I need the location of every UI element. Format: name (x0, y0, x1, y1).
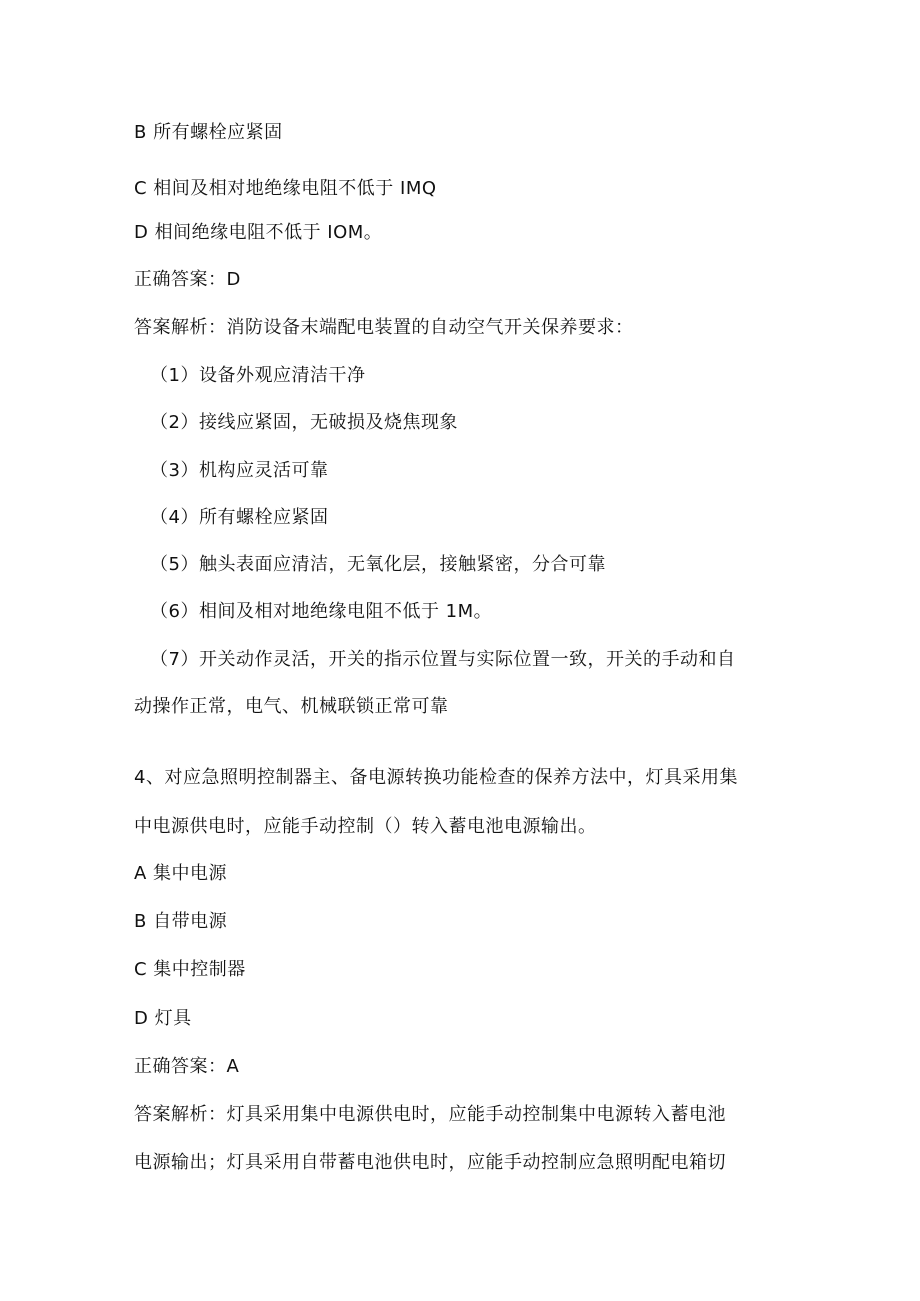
analysis-item: （2）接线应紧固，无破损及烧焦现象 (150, 412, 458, 433)
answer-analysis-continued: 电源输出；灯具采用自带蓄电池供电时，应能手动控制应急照明配电箱切 (134, 1152, 726, 1173)
answer-analysis: 答案解析：消防设备末端配电装置的自动空气开关保养要求： (134, 317, 634, 338)
correct-answer: 正确答案：A (134, 1056, 240, 1077)
option-d: D 灯具 (134, 1008, 192, 1029)
question-stem: 4、对应急照明控制器主、备电源转换功能检查的保养方法中，灯具采用集 (134, 767, 738, 788)
answer-analysis: 答案解析：灯具采用集中电源供电时，应能手动控制集中电源转入蓄电池 (134, 1104, 726, 1125)
correct-answer: 正确答案：D (134, 269, 241, 290)
analysis-item: （1）设备外观应清洁干净 (150, 365, 366, 386)
option-b: B 自带电源 (134, 911, 228, 932)
question-stem-continued: 中电源供电时，应能手动控制（）转入蓄电池电源输出。 (134, 816, 597, 837)
option-d: D 相间绝缘电阻不低于 IOM。 (134, 222, 383, 243)
analysis-item: （7）开关动作灵活，开关的指示位置与实际位置一致，开关的手动和自 (150, 649, 736, 670)
option-c: C 集中控制器 (134, 959, 246, 980)
analysis-item-continued: 动操作正常，电气、机械联锁正常可靠 (134, 696, 449, 717)
analysis-item: （5）触头表面应清洁，无氧化层，接触紧密，分合可靠 (150, 554, 606, 575)
option-b: B 所有螺栓应紧固 (134, 122, 283, 143)
analysis-item: （6）相间及相对地绝缘电阻不低于 1M。 (150, 601, 493, 622)
analysis-item: （4）所有螺栓应紧固 (150, 507, 329, 528)
option-c: C 相间及相对地绝缘电阻不低于 IMQ (134, 178, 437, 199)
option-a: A 集中电源 (134, 863, 228, 884)
analysis-item: （3）机构应灵活可靠 (150, 460, 329, 481)
